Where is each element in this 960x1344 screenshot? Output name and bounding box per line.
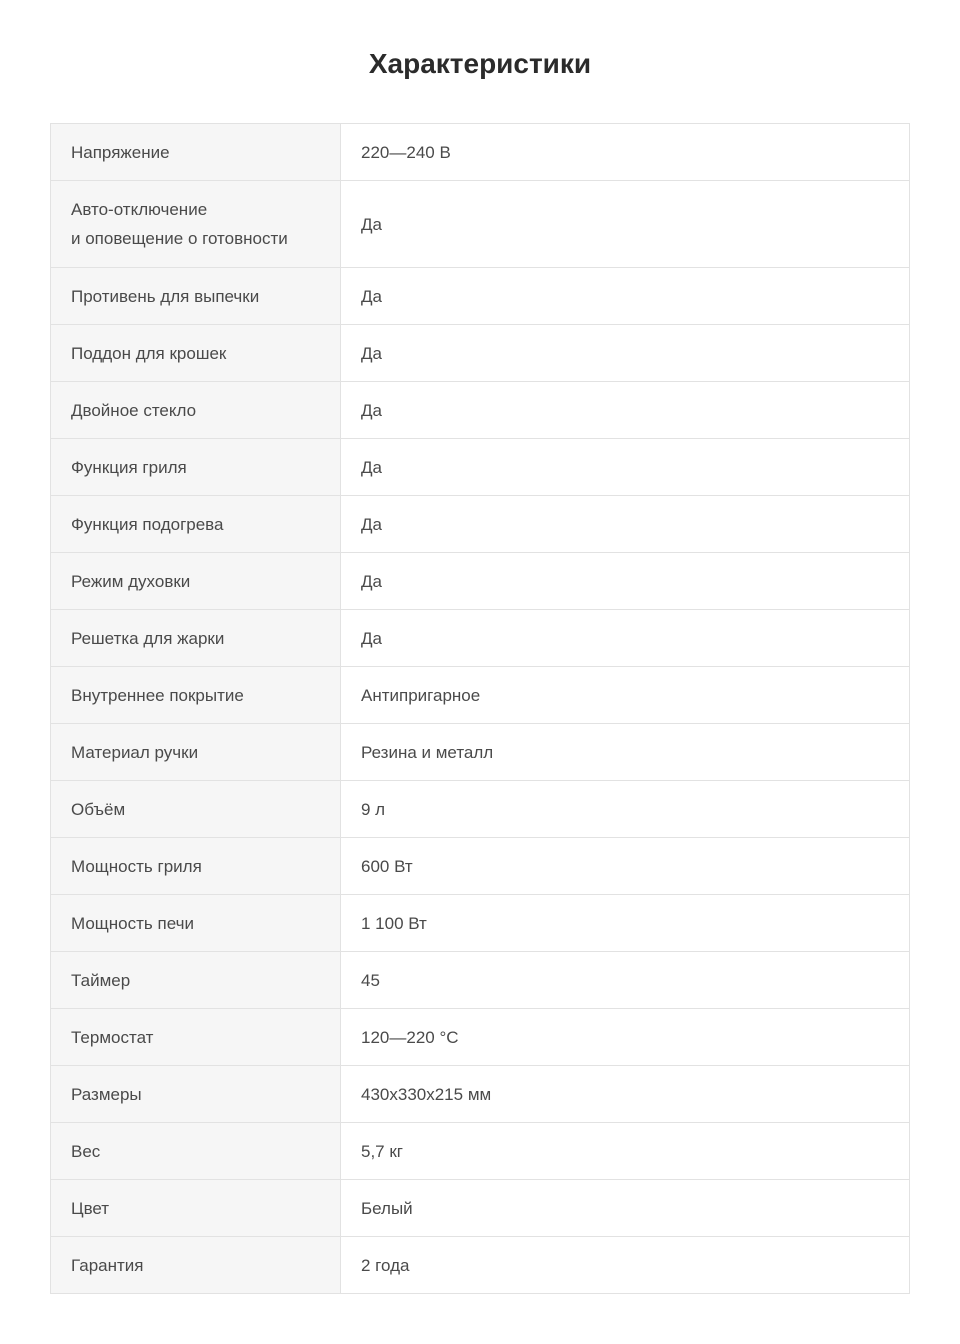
- table-row: [51, 1066, 910, 1123]
- spec-value: 45: [341, 952, 910, 1009]
- spec-label: Материал ручки: [51, 724, 341, 781]
- spec-value: Да: [341, 325, 910, 382]
- spec-label: Двойное стекло: [51, 382, 341, 439]
- spec-value: Да: [341, 268, 910, 325]
- table-row: [51, 325, 910, 382]
- spec-value: Да: [341, 496, 910, 553]
- table-row: [51, 553, 910, 610]
- table-row: [51, 1123, 910, 1180]
- spec-label: Решетка для жарки: [51, 610, 341, 667]
- spec-label: Объём: [51, 781, 341, 838]
- spec-value: Антипригарное: [341, 667, 910, 724]
- table-row: [51, 952, 910, 1009]
- table-row: [51, 667, 910, 724]
- spec-label: Функция подогрева: [51, 496, 341, 553]
- table-row: [51, 1237, 910, 1294]
- table-row: [51, 781, 910, 838]
- specs-table: [50, 123, 910, 1294]
- table-row: [51, 838, 910, 895]
- spec-label: Таймер: [51, 952, 341, 1009]
- table-row: [51, 1180, 910, 1237]
- table-row: [51, 1009, 910, 1066]
- table-row: [51, 439, 910, 496]
- table-row: [51, 382, 910, 439]
- spec-value: Белый: [341, 1180, 910, 1237]
- spec-value: Да: [341, 439, 910, 496]
- spec-label: Режим духовки: [51, 553, 341, 610]
- spec-value: 600 Вт: [341, 838, 910, 895]
- spec-label: Гарантия: [51, 1237, 341, 1294]
- spec-value: Резина и металл: [341, 724, 910, 781]
- spec-label: Поддон для крошек: [51, 325, 341, 382]
- spec-value: Да: [341, 553, 910, 610]
- spec-value: 220—240 В: [341, 124, 910, 181]
- spec-value: 5,7 кг: [341, 1123, 910, 1180]
- spec-label: Мощность гриля: [51, 838, 341, 895]
- spec-label: Противень для выпечки: [51, 268, 341, 325]
- spec-value: 2 года: [341, 1237, 910, 1294]
- spec-value: 1 100 Вт: [341, 895, 910, 952]
- spec-label: Термостат: [51, 1009, 341, 1066]
- table-row: [51, 724, 910, 781]
- spec-value: Да: [341, 181, 910, 268]
- spec-label-line: и оповещение о готовности: [71, 229, 288, 248]
- table-row: [51, 268, 910, 325]
- table-row: [51, 895, 910, 952]
- spec-value: Да: [341, 610, 910, 667]
- page-title: Характеристики: [368, 48, 592, 79]
- spec-value: 430x330x215 мм: [341, 1066, 910, 1123]
- spec-label: Напряжение: [51, 124, 341, 181]
- spec-value: 120—220 °C: [341, 1009, 910, 1066]
- spec-label: Мощность печи: [51, 895, 341, 952]
- spec-label-line: Авто-отключение: [71, 200, 208, 219]
- table-row: [51, 610, 910, 667]
- spec-label: Размеры: [51, 1066, 341, 1123]
- spec-value: Да: [341, 382, 910, 439]
- table-row: [51, 124, 910, 181]
- spec-label: Цвет: [51, 1180, 341, 1237]
- table-row: [51, 496, 910, 553]
- spec-value: 9 л: [341, 781, 910, 838]
- spec-label: Функция гриля: [51, 439, 341, 496]
- spec-label: Вес: [51, 1123, 341, 1180]
- table-row: [51, 181, 910, 268]
- spec-label: Внутреннее покрытие: [51, 667, 341, 724]
- spec-label: [51, 181, 341, 268]
